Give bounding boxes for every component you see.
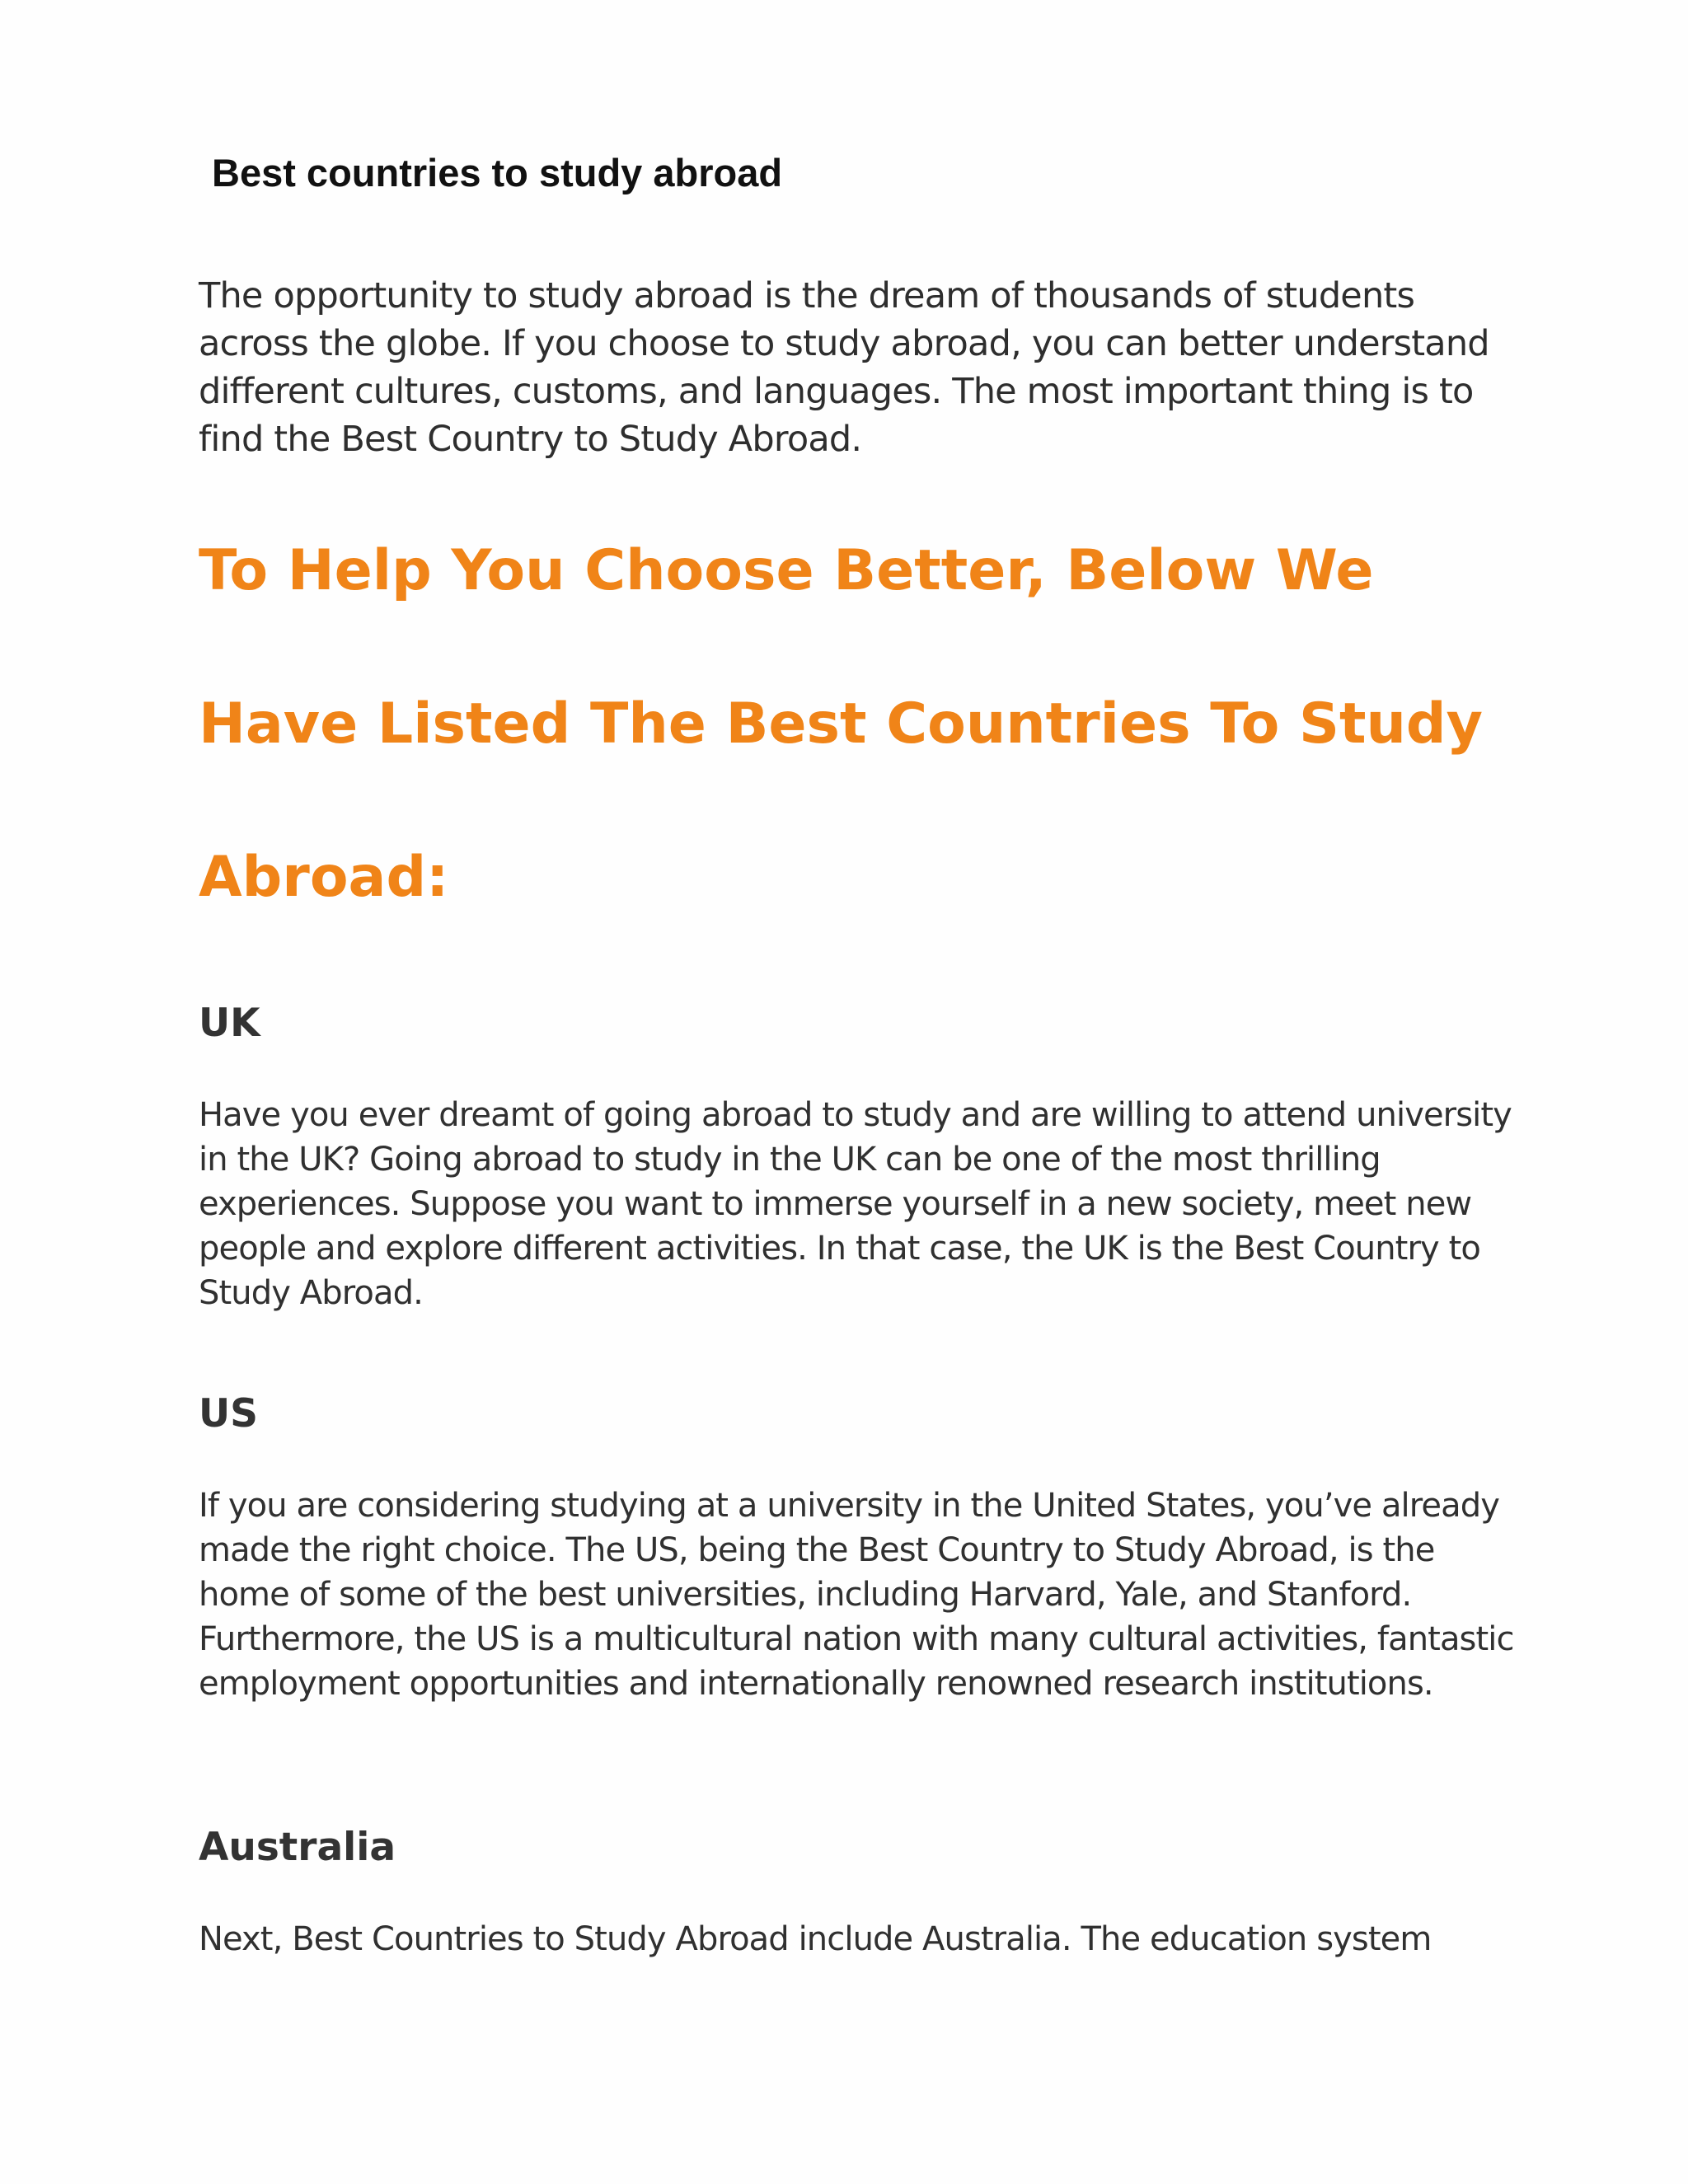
section-title-us: US	[199, 1391, 259, 1436]
highlight-heading-line: Abroad:	[199, 845, 449, 910]
section-title-uk: UK	[199, 1001, 260, 1046]
highlight-heading-line: Have Listed The Best Countries To Study	[199, 691, 1483, 757]
document-title: Best countries to study abroad	[212, 151, 783, 194]
section-title-australia: Australia	[199, 1825, 396, 1870]
section-body-uk: Have you ever dreamt of going abroad to study and are willing to attend university in the UK? Going abroad to study in the UK can be one of the most thrilling experiences. Suppose you want to immerse yourself in a new society, meet new people and explore different activities. In that case, the UK is the Best Country to Study Abroad.	[199, 1096, 1512, 1312]
intro-paragraph: The opportunity to study abroad is the dream of thousands of students across the globe. If you choose to study abroad, you can better understand different cultures, customs, and languages. The most important thing is to find the Best Country to Study Abroad.	[199, 275, 1489, 460]
highlight-heading-line: To Help You Choose Better, Below We	[199, 538, 1374, 603]
highlight-heading	[199, 494, 1600, 954]
section-body-australia: Next, Best Countries to Study Abroad include Australia. The education system	[199, 1920, 1432, 1958]
section-body-us: If you are considering studying at a university in the United States, you’ve already made the right choice. The US, being the Best Country to Study Abroad, is the home of some of the best universities, including Harvard, Yale, and Stanford. Furthermore, the US is a multicultural nation with many cultural activities, fantastic employment opportunities and internationally renowned research institutions.	[199, 1487, 1514, 1703]
